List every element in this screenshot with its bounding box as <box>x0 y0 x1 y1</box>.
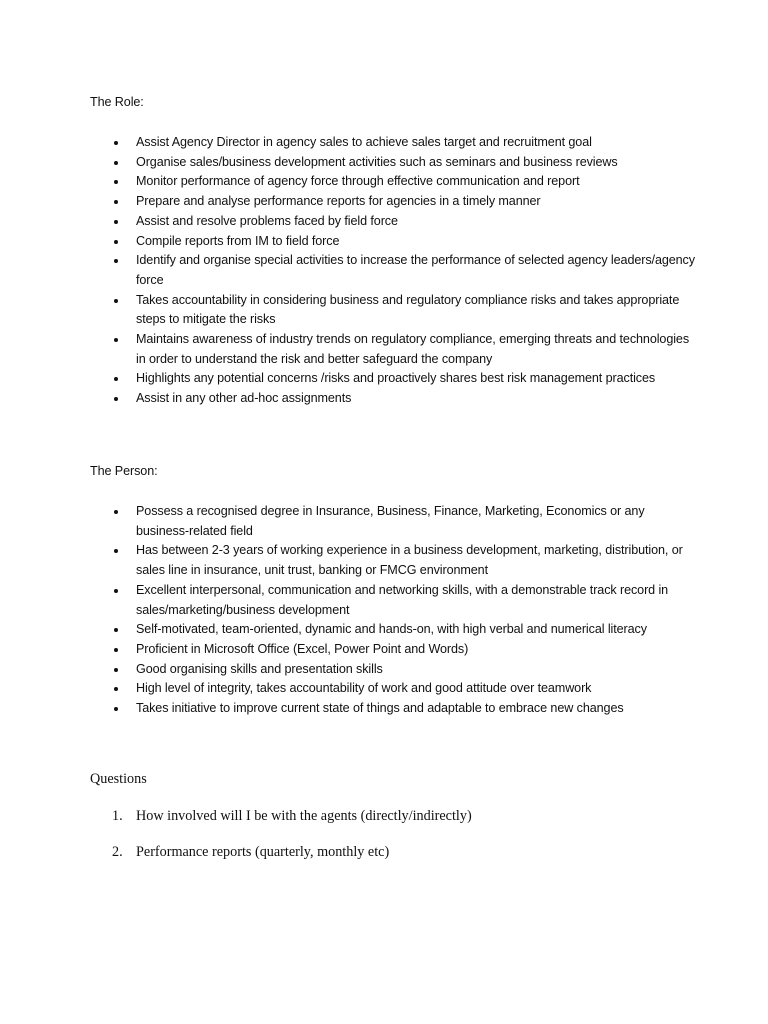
bullet-icon <box>114 687 118 691</box>
questions-list <box>0 807 700 879</box>
bullet-icon <box>114 589 118 593</box>
list-item: Proficient in Microsoft Office (Excel, Power Point and Words) <box>0 640 700 660</box>
questions-heading: Questions <box>90 771 147 787</box>
list-item: Maintains awareness of industry trends on regulatory compliance, emerging threats and technologies in order to understand the risk and better safeguard the company <box>0 330 700 369</box>
list-item: Highlights any potential concerns /risks and proactively shares best risk management practices <box>0 369 700 389</box>
list-item: Takes accountability in considering business and regulatory compliance risks and takes appropriate steps to mitigate the risks <box>0 291 700 330</box>
list-item: Assist and resolve problems faced by field force <box>0 212 700 232</box>
bullet-icon <box>114 628 118 632</box>
question-text: How involved will I be with the agents (directly/indirectly) <box>136 808 472 824</box>
bullet-icon <box>114 259 118 263</box>
bullet-icon <box>114 668 118 672</box>
bullet-icon <box>114 648 118 652</box>
list-item: Has between 2-3 years of working experience in a business development, marketing, distribution, or sales line in insurance, unit trust, banking or FMCG environment <box>0 541 700 580</box>
list-item <box>0 843 700 861</box>
list-item: Assist in any other ad-hoc assignments <box>0 389 700 409</box>
role-list <box>0 133 700 409</box>
bullet-icon <box>114 377 118 381</box>
list-item: Identify and organise special activities to increase the performance of selected agency leaders/agency force <box>0 251 700 290</box>
bullet-icon <box>114 549 118 553</box>
bullet-icon <box>114 299 118 303</box>
list-item: Assist Agency Director in agency sales to achieve sales target and recruitment goal <box>0 133 700 153</box>
list-item: Good organising skills and presentation skills <box>0 660 700 680</box>
bullet-icon <box>114 220 118 224</box>
bullet-icon <box>114 510 118 514</box>
bullet-icon <box>114 338 118 342</box>
role-heading: The Role: <box>90 95 144 109</box>
list-item: Takes initiative to improve current state of things and adaptable to embrace new changes <box>0 699 700 719</box>
person-heading: The Person: <box>90 464 158 478</box>
question-text: Performance reports (quarterly, monthly etc) <box>136 844 390 860</box>
bullet-icon <box>114 200 118 204</box>
list-item: Monitor performance of agency force through effective communication and report <box>0 172 700 192</box>
list-item: Excellent interpersonal, communication and networking skills, with a demonstrable track record in sales/marketing/business development <box>0 581 700 620</box>
list-item: Compile reports from IM to field force <box>0 232 700 252</box>
question-number: 2. <box>112 844 123 860</box>
person-list <box>0 502 700 719</box>
bullet-icon <box>114 240 118 244</box>
bullet-icon <box>114 141 118 145</box>
list-item <box>0 807 700 825</box>
bullet-icon <box>114 161 118 165</box>
bullet-icon <box>114 397 118 401</box>
bullet-icon <box>114 707 118 711</box>
list-item: Prepare and analyse performance reports for agencies in a timely manner <box>0 192 700 212</box>
bullet-icon <box>114 180 118 184</box>
list-item: Self-motivated, team-oriented, dynamic and hands-on, with high verbal and numerical literacy <box>0 620 700 640</box>
list-item: High level of integrity, takes accountability of work and good attitude over teamwork <box>0 679 700 699</box>
question-number: 1. <box>112 808 123 824</box>
list-item: Organise sales/business development activities such as seminars and business reviews <box>0 153 700 173</box>
list-item: Possess a recognised degree in Insurance, Business, Finance, Marketing, Economics or any business-related field <box>0 502 700 541</box>
